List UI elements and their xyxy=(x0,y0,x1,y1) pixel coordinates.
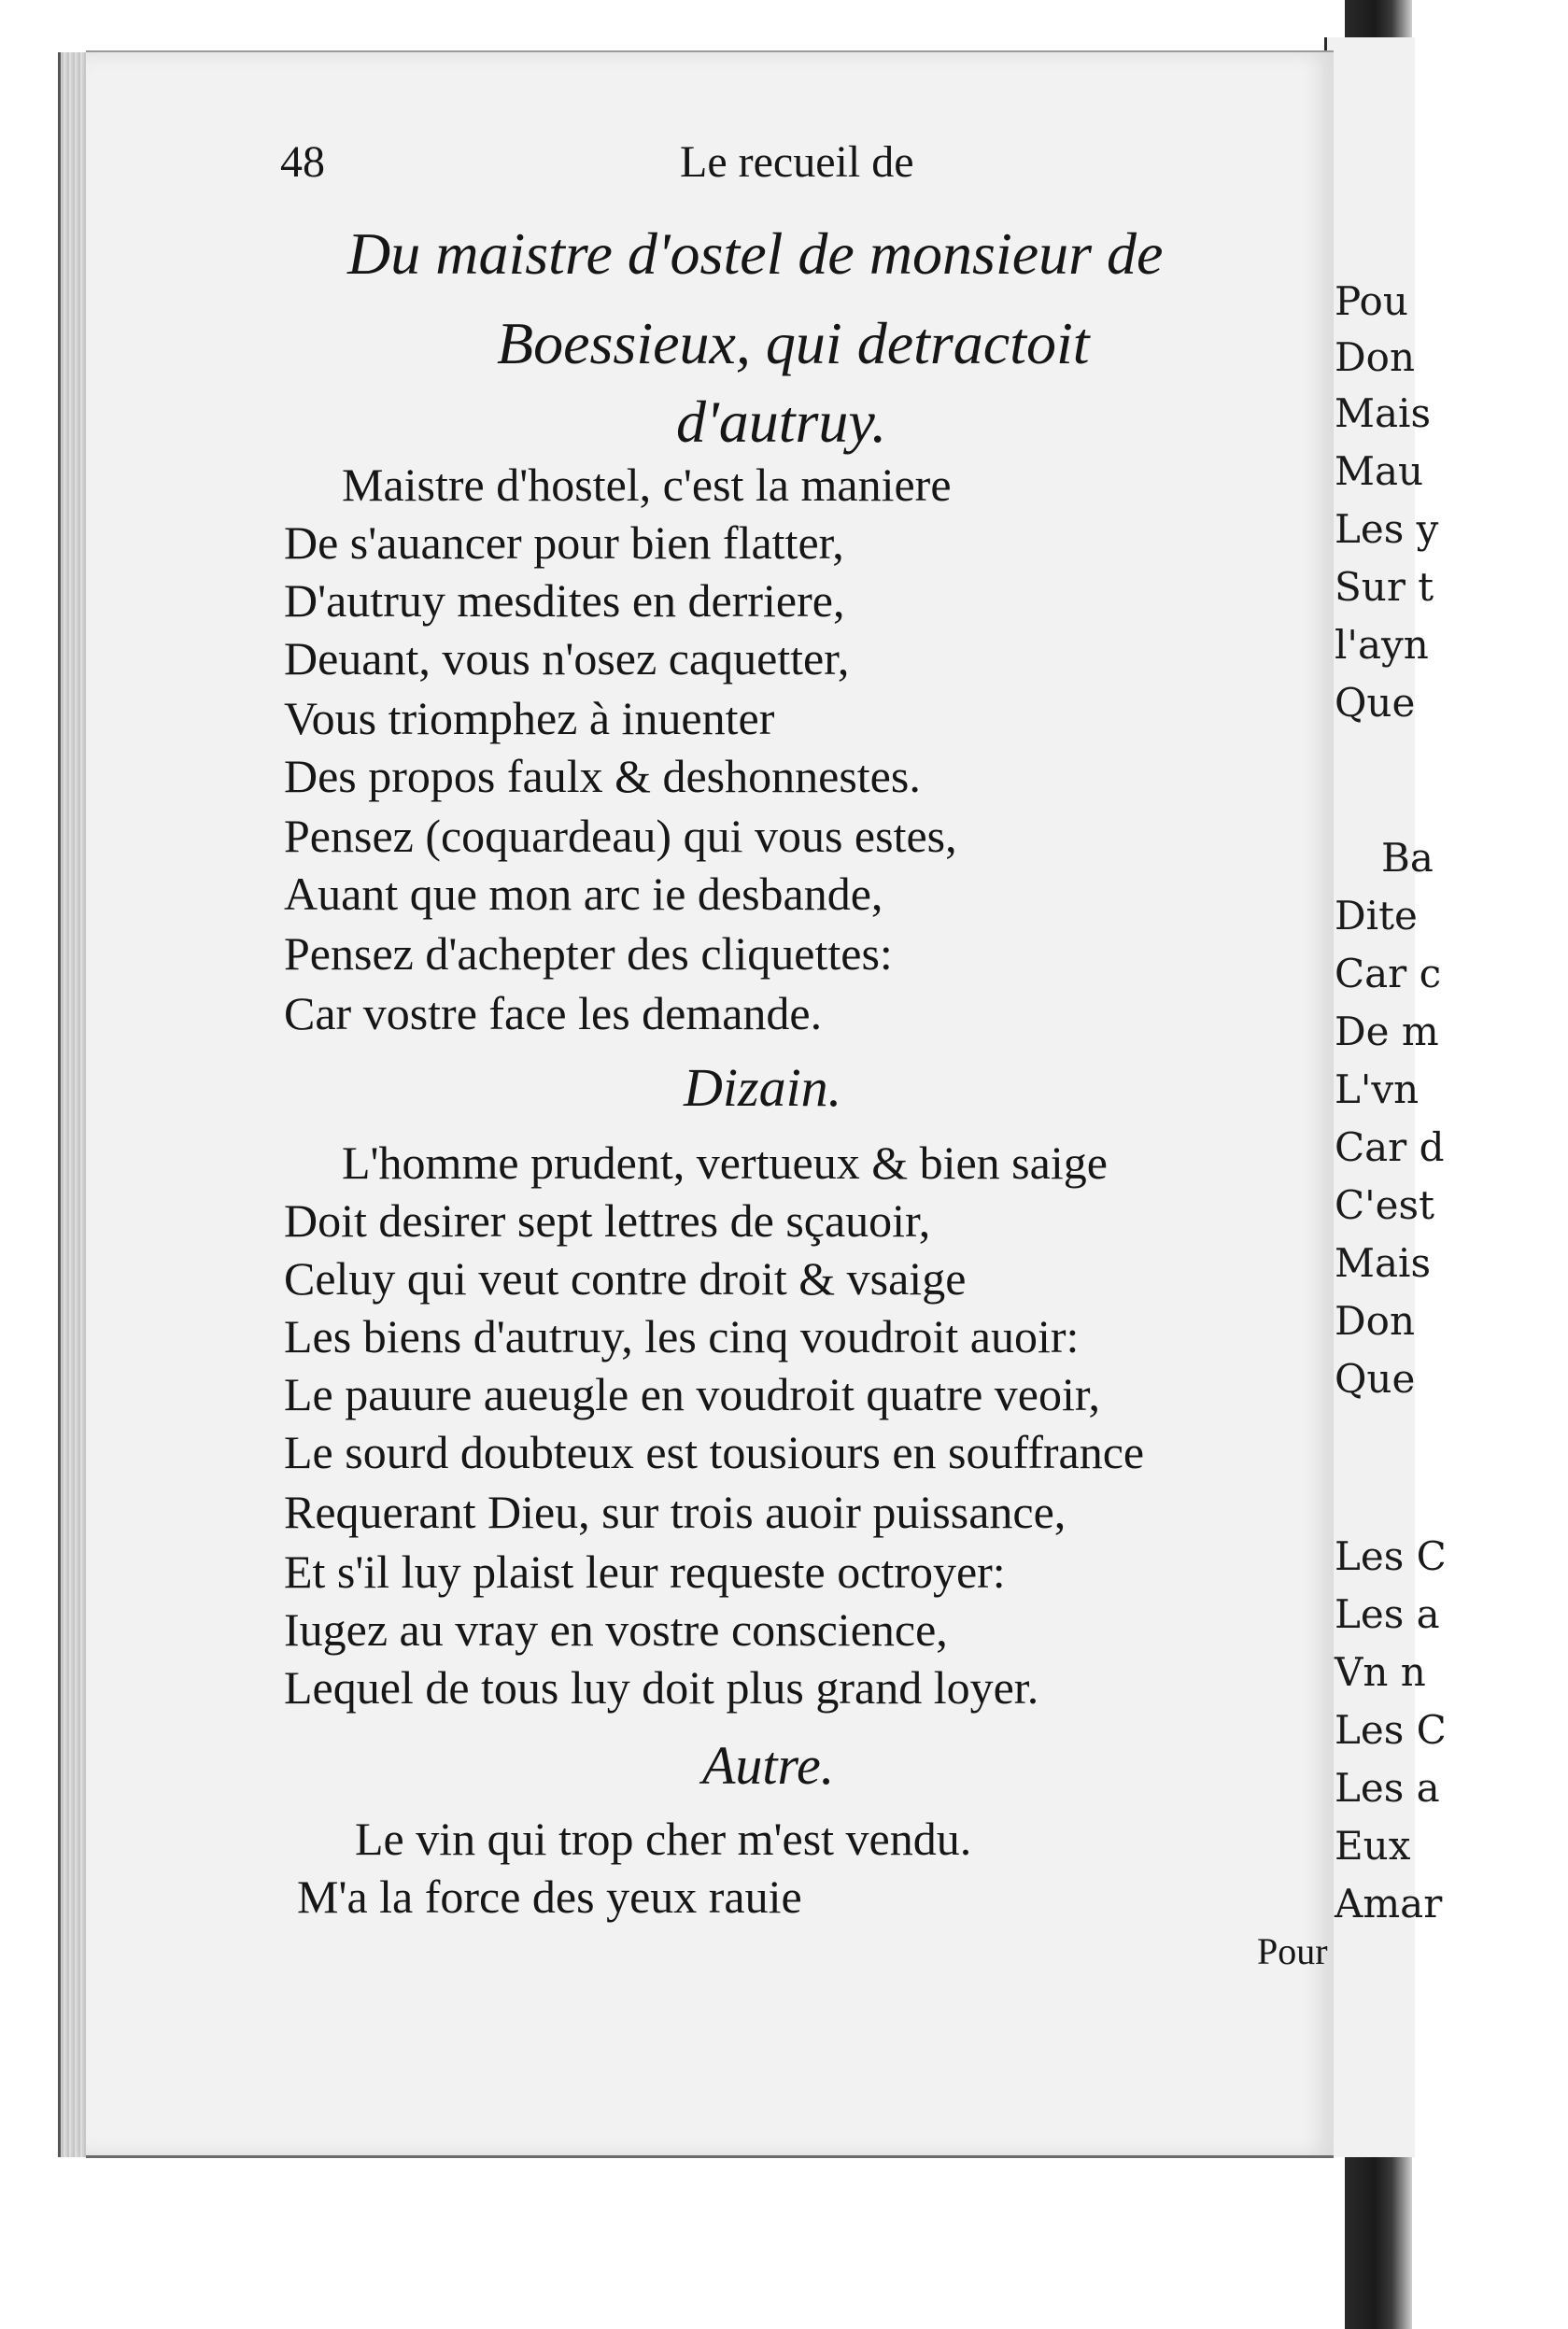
facing-page-fragment: Les C xyxy=(1335,1533,1447,1579)
facing-page-fragment: Amar xyxy=(1335,1881,1443,1927)
facing-page-fragment: Que xyxy=(1335,1356,1416,1402)
verse-line: D'autruy mesdites en derriere, xyxy=(284,574,845,627)
facing-page-fragment: Dite xyxy=(1335,893,1418,939)
facing-page-fragment: Que xyxy=(1335,680,1416,726)
verse-line: Car vostre face les demande. xyxy=(284,987,823,1039)
facing-page-fragment: Vn n xyxy=(1335,1649,1426,1695)
catchword: Pour xyxy=(1257,1930,1328,1972)
facing-page-fragment: Sur t xyxy=(1335,564,1434,610)
facing-page-fragment: C'est xyxy=(1335,1182,1434,1228)
facing-page-fragment: l'ayn xyxy=(1335,622,1429,668)
poem-heading: Autre. xyxy=(702,1735,835,1796)
facing-page-fragment: Eux xyxy=(1335,1823,1411,1869)
verse-line: Lequel de tous luy doit plus grand loyer. xyxy=(284,1661,1039,1714)
facing-page-fragment: Car d xyxy=(1335,1124,1445,1170)
poem-title-line: Du maistre d'ostel de monsieur de xyxy=(347,220,1164,287)
facing-page-fragment: Mais xyxy=(1335,390,1432,436)
facing-page-fragment: Mau xyxy=(1335,448,1424,494)
facing-page-fragment: L'vn xyxy=(1335,1066,1420,1112)
verse-line: Doit desirer sept lettres de sçauoir, xyxy=(284,1194,931,1247)
facing-page-fragment: Car c xyxy=(1335,951,1442,996)
verse-line: Le vin qui trop cher m'est vendu. xyxy=(355,1813,972,1865)
verse-line: Requerant Dieu, sur trois auoir puissance, xyxy=(284,1486,1067,1538)
facing-page xyxy=(1324,37,1447,2157)
facing-page-fragment: Pou xyxy=(1335,278,1408,324)
verse-line: Les biens d'autruy, les cinq voudroit auoir: xyxy=(284,1310,1080,1362)
facing-page-fragment: De m xyxy=(1335,1009,1439,1054)
verse-line: Pensez (coquardeau) qui vous estes, xyxy=(284,810,957,862)
poem-heading: Dizain. xyxy=(684,1057,842,1118)
page-number: 48 xyxy=(280,137,325,187)
poem-title-line: d'autruy. xyxy=(676,388,887,455)
verse-line: Auant que mon arc ie desbande, xyxy=(284,868,883,920)
verse-line: L'homme prudent, vertueux & bien saige xyxy=(342,1136,1108,1189)
verse-line: Le sourd doubteux est tousiours en souffrance xyxy=(284,1426,1145,1478)
facing-page-fragment: Mais xyxy=(1335,1240,1432,1286)
verse-line: Celuy qui veut contre droit & vsaige xyxy=(284,1252,967,1305)
verse-line: Pensez d'achepter des cliquettes: xyxy=(284,927,893,980)
facing-page-fragment: Les y xyxy=(1335,506,1439,552)
verse-line: Et s'il luy plaist leur requeste octroyer: xyxy=(284,1546,1006,1598)
facing-page-fragment: Ba xyxy=(1381,835,1434,881)
facing-page-fragment: Don xyxy=(1335,1298,1416,1344)
verse-line: Des propos faulx & deshonnestes. xyxy=(284,750,921,802)
verse-line: De s'auancer pour bien flatter, xyxy=(284,516,844,569)
verse-line: M'a la force des yeux rauie xyxy=(297,1870,802,1923)
verse-line: Le pauure aueugle en voudroit quatre veoir, xyxy=(284,1368,1101,1420)
running-title: Le recueil de xyxy=(680,137,914,187)
verse-line: Deuant, vous n'osez caquetter, xyxy=(284,632,850,685)
facing-page-fragment: Les C xyxy=(1335,1707,1447,1753)
facing-page-fragment: Don xyxy=(1335,334,1416,380)
poem-title-line: Boessieux, qui detractoit xyxy=(497,310,1090,376)
verse-line: Maistre d'hostel, c'est la maniere xyxy=(342,459,952,511)
verse-line: Iugez au vray en vostre conscience, xyxy=(284,1603,948,1656)
facing-page-fragment: Les a xyxy=(1335,1591,1440,1637)
facing-page-fragment: Les a xyxy=(1335,1765,1440,1811)
verse-line: Vous triomphez à inuenter xyxy=(284,692,775,744)
